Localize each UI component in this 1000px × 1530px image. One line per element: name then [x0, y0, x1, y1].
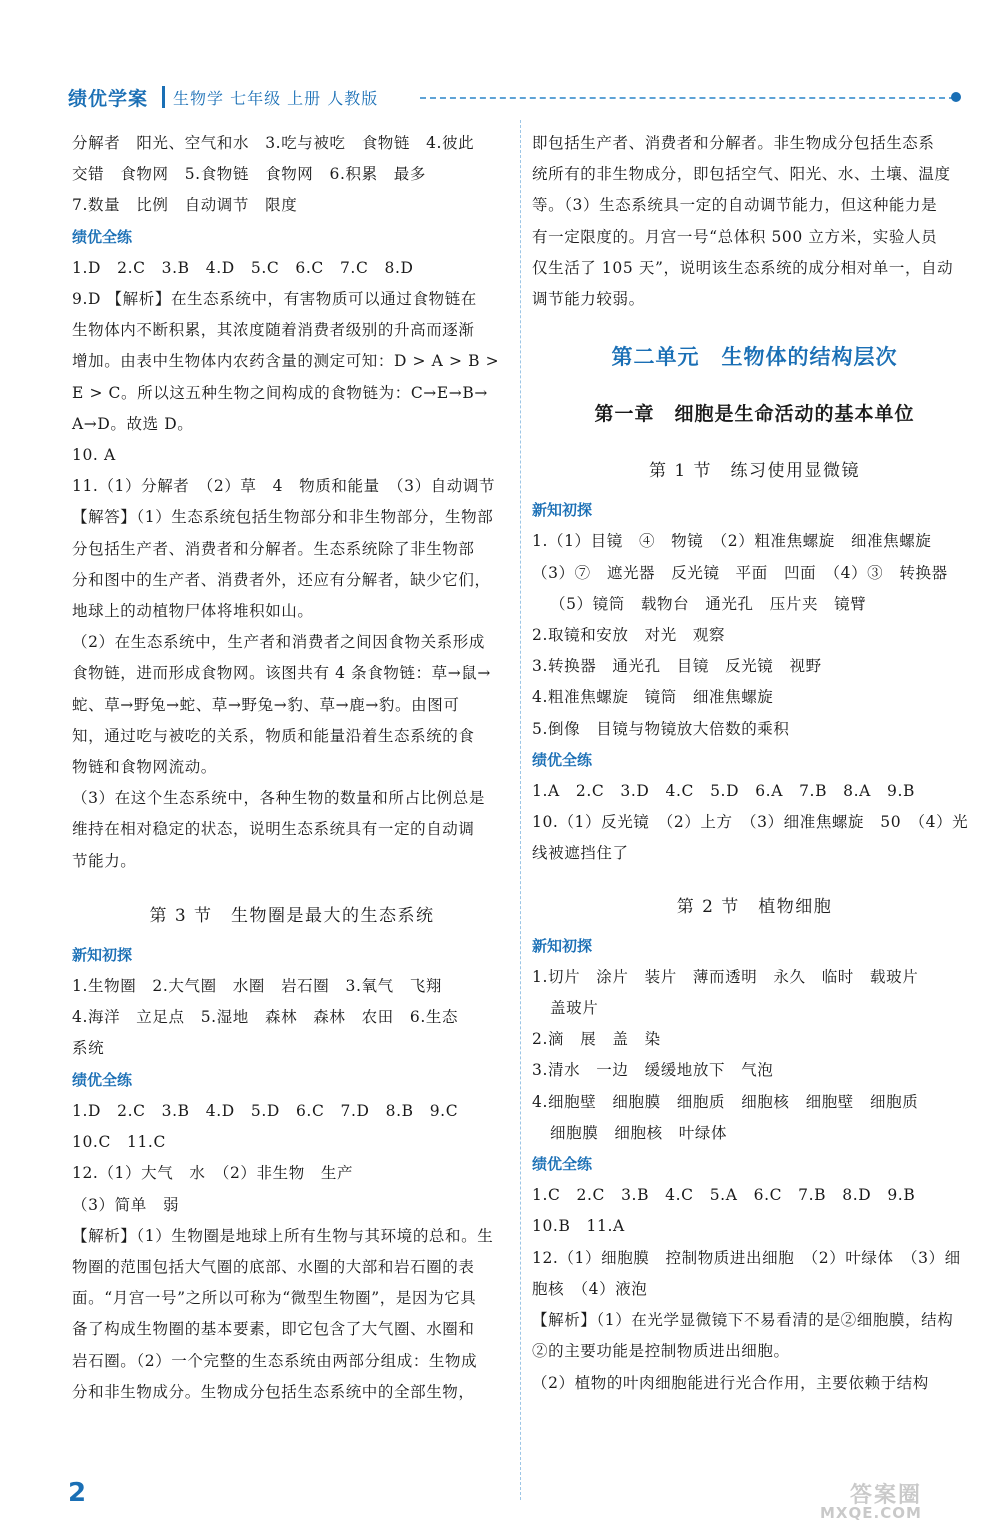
text-line: 线被遮挡住了: [532, 844, 629, 863]
text-line: 岩石圈。（2）一个完整的生态系统由两部分组成：生物成: [72, 1351, 478, 1370]
section-label: 绩优全练: [532, 1155, 593, 1174]
text-line: 交错 食物网 5.食物链 食物网 6.积累 最多: [72, 165, 426, 184]
text-line: 细胞膜 细胞核 叶绿体: [550, 1123, 728, 1142]
text-line: 调节能力较弱。: [532, 290, 645, 309]
text-line: 食物链，进而形成食物网。该图共有 4 条食物链：草→鼠→: [72, 664, 491, 683]
text-line: 胞核 （4）液泡: [532, 1279, 648, 1298]
text-line: 4.细胞壁 细胞膜 细胞质 细胞核 细胞壁 细胞质: [532, 1092, 919, 1111]
text-line: 分和图中的生产者、消费者外，还应有分解者，缺少它们，: [72, 570, 491, 589]
text-line: 增加。由表中生物体内农药含量的测定可知：D > A > B >: [72, 352, 500, 371]
text-line: 盖玻片: [550, 999, 599, 1018]
text-line: 10.C 11.C: [72, 1133, 166, 1152]
section-label: 新知初探: [72, 945, 133, 964]
spacer: [532, 481, 977, 495]
text-line: A→D。故选 D。: [72, 414, 194, 433]
page-number: 2: [68, 1478, 87, 1508]
text-line: 备了构成生物圈的基本要素，即它包含了大气圈、水圈和: [72, 1320, 475, 1339]
spacer: [532, 426, 977, 456]
text-line: 2.取镜和安放 对光 观察: [532, 626, 726, 645]
text-line: 4.海洋 立足点 5.湿地 森林 森林 农田 6.生态: [72, 1008, 459, 1027]
text-line: E > C。所以这五种生物之间构成的食物链为：C→E→B→: [72, 383, 488, 402]
text-line: 【解答】（1）生态系统包括生物部分和非生物部分，生物部: [72, 508, 494, 527]
text-line: 1.D 2.C 3.B 4.D 5.D 6.C 7.D 8.B 9.C: [72, 1101, 459, 1120]
spacer: [532, 917, 977, 931]
text-line: 物链和食物网流动。: [72, 758, 217, 777]
text-line: 有一定限度的。月宫一号“总体积 500 立方米，实验人员: [532, 227, 938, 246]
text-line: 仅生活了 105 天”，说明该生态系统的成分相对单一，自动: [532, 258, 954, 277]
watermark-logo: [820, 1478, 990, 1526]
text-line: 2.滴 展 盖 染: [532, 1030, 661, 1049]
text-line: 10.（1）反光镜 （2）上方 （3）细准焦螺旋 50 （4）光: [532, 813, 969, 832]
text-line: 统所有的非生物成分，即包括空气、阳光、水、土壤、温度: [532, 165, 951, 184]
heading: 第二单元 生物体的结构层次: [611, 345, 898, 370]
text-line: ②的主要功能是控制物质进出细胞。: [532, 1342, 790, 1361]
text-line: 系统: [72, 1039, 105, 1058]
spacer: [532, 371, 977, 399]
left-column: [72, 128, 512, 1408]
text-line: 1.D 2.C 3.B 4.D 5.C 6.C 7.C 8.D: [72, 258, 414, 277]
text-line: 分解者 阳光、空气和水 3.吃与被吃 食物链 4.彼此: [72, 134, 475, 152]
text-line: 12.（1）细胞膜 控制物质进出细胞 （2）叶绿体 （3）细: [532, 1248, 961, 1267]
text-line: 11.（1）分解者 （2）草 4 物质和能量 （3）自动调节: [72, 477, 496, 496]
subject-info: 生物学 七年级 上册 人教版: [173, 89, 379, 108]
spacer: [72, 877, 512, 901]
text-line: 1.C 2.C 3.B 4.C 5.A 6.C 7.B 8.D 9.B: [532, 1186, 916, 1205]
text-line: 7.数量 比例 自动调节 限度: [72, 196, 298, 215]
header-dot: [951, 92, 961, 102]
spacer: [72, 926, 512, 940]
section-label: 绩优全练: [72, 227, 133, 246]
text-line: 知，通过吃与被吃的关系，物质和能量沿着生态系统的食: [72, 726, 475, 745]
text-line: 维持在相对稳定的状态，说明生态系统具有一定的自动调: [72, 820, 475, 839]
text-line: 1.生物圈 2.大气圈 水圈 岩石圈 3.氧气 飞翔: [72, 977, 442, 996]
text-line: （5）镜筒 载物台 通光孔 压片夹 镜臂: [550, 594, 867, 613]
right-column: [532, 128, 977, 1399]
text-line: 等。（3）生态系统具一定的自动调节能力，但这种能力是: [532, 196, 938, 215]
text-line: 节能力。: [72, 851, 137, 870]
section-label: 绩优全练: [532, 750, 593, 769]
text-line: 生物体内不断积累，其浓度随着消费者级别的升高而逐渐: [72, 321, 475, 340]
text-line: 12.（1）大气 水 （2）非生物 生产: [72, 1164, 354, 1183]
section-label: 新知初探: [532, 501, 593, 520]
text-line: 分包括生产者、消费者和分解者。生态系统除了非生物部: [72, 539, 475, 558]
brand-title: 绩优学案: [68, 88, 149, 110]
text-line: 分和非生物成分。生物成分包括生态系统中的全部生物，: [72, 1382, 475, 1401]
heading: 第 2 节 植物细胞: [676, 896, 833, 917]
text-line: 3.清水 一边 缓缓地放下 气泡: [532, 1061, 774, 1080]
header-dashed-rule: [420, 97, 955, 99]
heading: 第 3 节 生物圈是最大的生态系统: [149, 905, 435, 926]
text-line: 5.倒像 目镜与物镜放大倍数的乘积: [532, 719, 790, 738]
text-line: 9.D 【解析】在生态系统中，有害物质可以通过食物链在: [72, 290, 477, 309]
spacer: [532, 870, 977, 892]
spacer: [532, 315, 977, 341]
text-line: 地球上的动植物尸体将堆积如山。: [72, 602, 314, 621]
watermark-text: 答案圈: [850, 1483, 923, 1508]
text-line: 面。“月宫一号”之所以可称为“微型生物圈”，是因为它具: [72, 1289, 477, 1308]
watermark-url: MXQE.COM: [820, 1504, 922, 1522]
text-line: （3）在这个生态系统中，各种生物的数量和所占比例总是: [72, 789, 485, 808]
text-line: 10. A: [72, 446, 116, 465]
column-divider: [520, 120, 521, 1500]
page-header: [0, 0, 1000, 120]
heading: 第 1 节 练习使用显微镜: [648, 461, 861, 482]
text-line: 1.A 2.C 3.D 4.C 5.D 6.A 7.B 8.A 9.B: [532, 782, 916, 801]
text-line: （3）简单 弱: [72, 1195, 180, 1214]
text-line: 3.转换器 通光孔 目镜 反光镜 视野: [532, 657, 822, 676]
heading: 第一章 细胞是生命活动的基本单位: [594, 403, 915, 426]
text-line: 10.B 11.A: [532, 1217, 625, 1236]
text-line: 1.（1）目镜 ④ 物镜 （2）粗准焦螺旋 细准焦螺旋: [532, 532, 932, 551]
text-line: 【解析】（1）在光学显微镜下不易看清的是②细胞膜，结构: [532, 1311, 954, 1330]
text-line: 4.粗准焦螺旋 镜筒 细准焦螺旋: [532, 688, 774, 707]
text-line: 1.切片 涂片 装片 薄而透明 永久 临时 载玻片: [532, 967, 919, 986]
text-line: 蛇、草→野兔→蛇、草→野兔→豹、草→鹿→豹。由图可: [72, 695, 460, 714]
section-label: 新知初探: [532, 936, 593, 955]
text-line: （3）⑦ 遮光器 反光镜 平面 凹面 （4）③ 转换器: [532, 563, 948, 582]
text-line: （2）植物的叶肉细胞能进行光合作用，主要依赖于结构: [532, 1373, 929, 1392]
text-line: （2）在生态系统中，生产者和消费者之间因食物关系形成: [72, 633, 485, 652]
text-line: 即包括生产者、消费者和分解者。非生物成分包括生态系: [532, 134, 935, 152]
section-label: 绩优全练: [72, 1070, 133, 1089]
text-line: 物圈的范围包括大气圈的底部、水圈的大部和岩石圈的表: [72, 1257, 475, 1276]
text-line: 【解析】（1）生物圈是地球上所有生物与其环境的总和。生: [72, 1226, 494, 1245]
header-divider-bar: [162, 86, 165, 108]
